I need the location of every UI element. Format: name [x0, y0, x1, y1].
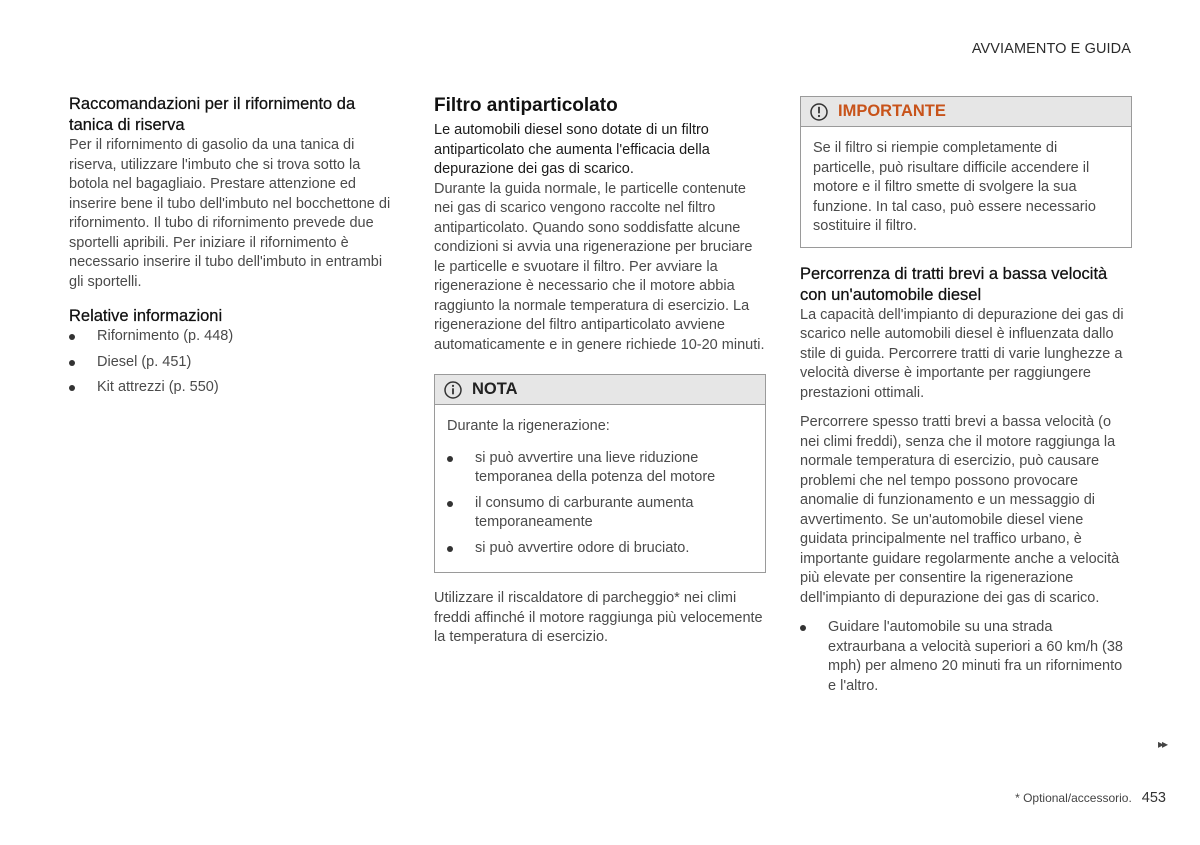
note-item-text: il consumo di carburante aumenta temporaneamente [475, 494, 694, 530]
bullet-icon [447, 501, 453, 507]
bullet-icon [69, 385, 75, 391]
note-item [447, 494, 753, 533]
bullet-icon [69, 334, 75, 340]
note-item [447, 539, 753, 559]
short-trips-list [800, 618, 1132, 696]
dpf-body: Durante la guida normale, le particelle contenute nei gas di scarico vengono raccolte nel filtro antiparticolato. Quando sono soddisfatte alcune condizioni si avvia una rigenerazione per bruciare le particelle e svuotare il filtro. Per avviare la rigenerazione è necessario che il motore abbia raggiunto la normale temperatura di esercizio. La rigenerazione del filtro antiparticolato avviene automaticamente e in genere richiede 10-20 minuti. [434, 180, 765, 353]
important-title: IMPORTANTE [838, 102, 946, 120]
heater-text: Utilizzare il riscaldatore di parcheggio* nei climi freddi affinché il motore raggiunga più velocemente la temperatura di esercizio. [434, 590, 763, 645]
continue-arrows-icon: ▸▸ [1157, 737, 1166, 751]
short-trips-item-text: Guidare l'automobile su una strada extraurbana a velocità superiori a 60 km/h (38 mph) per almeno 20 minuti fra un rifornimento e l'altro. [828, 619, 1123, 694]
important-body [801, 127, 1131, 247]
important-box-header [801, 97, 1131, 127]
bullet-icon [800, 625, 806, 631]
related-link[interactable]: Kit attrezzi (p. 550) [97, 379, 219, 395]
note-list [447, 449, 753, 559]
info-icon [444, 381, 462, 399]
refuel-body: Per il rifornimento di gasolio da una tanica di riserva, utilizzare l'imbuto che si trova sotto la botola nel bagagliaio. Prestare attenzione ed inserire bene il tubo dell'imbuto nel bocchettone di rifornimento. Il tubo di rifornimento prevede due sportelli apribili. Per iniziare il rifornimento è necessario inserire il tubo dell'imbuto in entrambi gli sportelli. [69, 137, 391, 290]
short-trips-heading: Percorrenza di tratti brevi a bassa velocità con un'automobile diesel [800, 264, 1108, 304]
note-item [447, 449, 753, 488]
exclamation-icon [810, 103, 828, 121]
dpf-heading: Filtro antiparticolato [434, 95, 618, 116]
section-header: AVVIAMENTO E GUIDA [971, 41, 1131, 57]
bullet-icon [447, 546, 453, 552]
related-item[interactable] [69, 353, 399, 373]
column-3 [800, 96, 1132, 696]
short-trips-item [800, 618, 1132, 696]
related-link[interactable]: Rifornimento (p. 448) [97, 328, 234, 344]
note-item-text: si può avvertire una lieve riduzione temporanea della potenza del motore [475, 449, 716, 485]
important-text: Se il filtro si riempie completamente di particelle, può risultare difficile accendere il motore e il filtro smette di svolgere la sua funzione. In tal caso, può essere necessario sostituire il filtro. [813, 140, 1096, 234]
related-heading: Relative informazioni [69, 307, 223, 325]
footnote: * Optional/accessorio. [1015, 791, 1132, 805]
column-2 [434, 94, 766, 648]
column-1 [69, 94, 399, 398]
note-intro: Durante la rigenerazione: [447, 418, 610, 434]
related-list [69, 327, 399, 398]
important-box [800, 96, 1132, 248]
related-item[interactable] [69, 378, 399, 398]
page-number: 453 [1141, 790, 1166, 806]
bullet-icon [447, 456, 453, 462]
refuel-heading: Raccomandazioni per il rifornimento da tanica di riserva [69, 95, 356, 134]
note-title: NOTA [472, 380, 518, 398]
note-body [435, 405, 765, 572]
related-item[interactable] [69, 327, 399, 347]
note-item-text: si può avvertire odore di bruciato. [475, 539, 690, 556]
bullet-icon [69, 360, 75, 366]
note-box-header [435, 375, 765, 405]
note-box [434, 374, 766, 573]
page-footer [1015, 790, 1166, 806]
related-link[interactable]: Diesel (p. 451) [97, 353, 192, 370]
short-trips-p1: La capacità dell'impianto di depurazione dei gas di scarico nelle automobili diesel è influenzata dallo stile di guida. Percorrere tratti di varie lunghezze a velocità diverse è importante per raggiungere prestazioni ottimali. [800, 306, 1124, 401]
dpf-lead: Le automobili diesel sono dotate di un filtro antiparticolato che aumenta l'efficacia della depurazione dei gas di scarico. [434, 122, 710, 177]
short-trips-p2: Percorrere spesso tratti brevi a bassa velocità (o nei climi freddi), senza che il motore raggiunga la normale temperatura di esercizio, può causare problemi che nel tempo possono provocare anomalie di funzionamento e un messaggio di avvertimento. Se un'automobile diesel viene guidata principalmente nel traffico urbano, è importante guidare regolarmente anche a velocità più elevate per consentire la rigenerazione dell'impianto di depurazione dei gas di scarico. [800, 414, 1120, 606]
